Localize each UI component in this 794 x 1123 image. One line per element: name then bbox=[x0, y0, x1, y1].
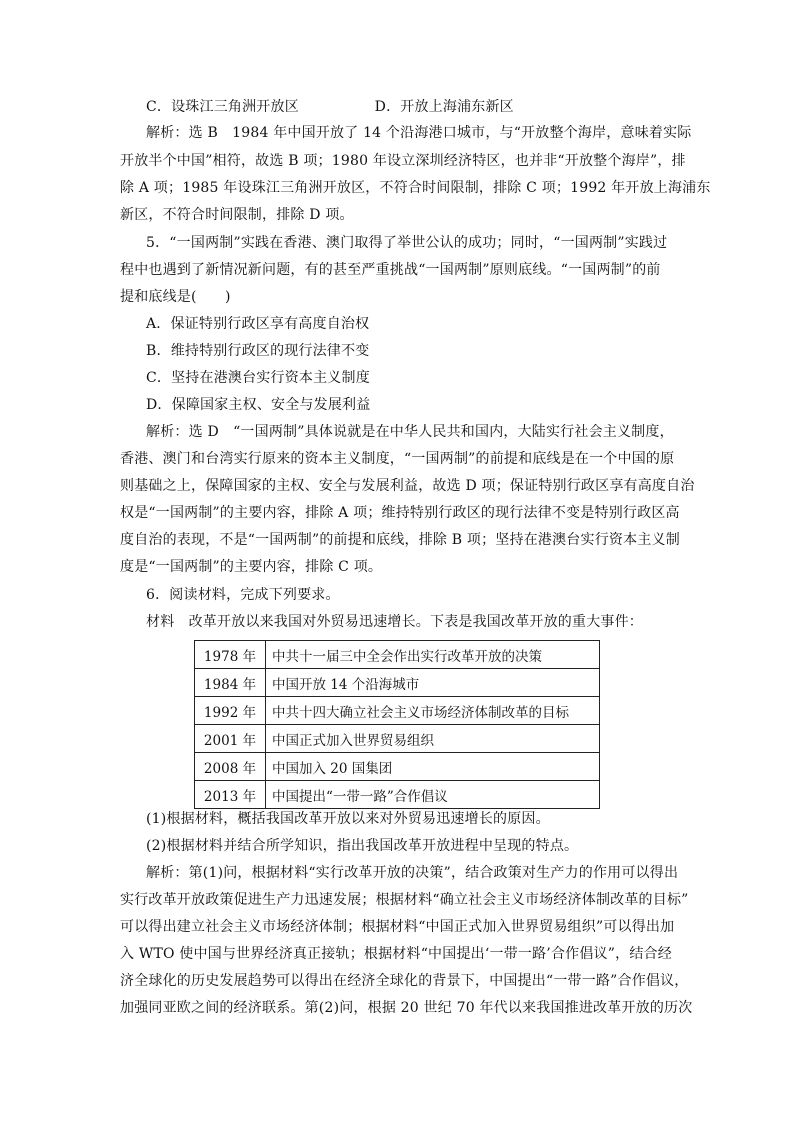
q5-stem-line-2: 程中也遇到了新情况新问题，有的甚至严重挑战“一国两制”原则底线。“一国两制”的前 bbox=[120, 262, 661, 278]
q6-sub-question-1: (1)根据材料，概括我国改革开放以来对外贸易迅速增长的原因。 bbox=[146, 811, 550, 827]
table-cell-event: 中国加入 20 国集团 bbox=[266, 753, 600, 781]
q6-analysis-line-3: 可以得出建立社会主义市场经济体制；根据材料“中国正式加入世界贸易组织”可以得出加 bbox=[120, 919, 675, 935]
q5-analysis-line-5: 度自治的表现，不是“一国两制”的前提和底线，排除 B 项；坚持在港澳台实行资本主义制 bbox=[120, 532, 680, 548]
q5-option-b: B．维持特别行政区的现行法律不变 bbox=[146, 343, 370, 359]
table-cell-year: 2008 年 bbox=[195, 753, 266, 781]
q4-analysis-line-1: 解析：选 B 1984 年中国开放了 14 个沿海港口城市，与“开放整个海岸，意味着实际 bbox=[146, 125, 692, 141]
q6-analysis-line-5: 济全球化的历史发展趋势可以得出在经济全球化的背景下，中国提出“一带一路”合作倡议， bbox=[120, 973, 689, 989]
q6-material-intro: 材料 改革开放以来我国对外贸易迅速增长。下表是我国改革开放的重大事件： bbox=[146, 614, 643, 630]
q4-option-d: D．开放上海浦东新区 bbox=[374, 99, 514, 115]
table-cell-event: 中国开放 14 个沿海城市 bbox=[266, 669, 600, 697]
table-cell-year: 2013 年 bbox=[195, 781, 266, 809]
table-cell-event: 中共十一届三中全会作出实行改革开放的决策 bbox=[266, 641, 600, 669]
table-cell-event: 中共十四大确立社会主义市场经济体制改革的目标 bbox=[266, 697, 600, 725]
table-row bbox=[195, 781, 600, 809]
q4-options-cd bbox=[146, 96, 514, 118]
table-row bbox=[195, 697, 600, 725]
q5-analysis-line-2: 香港、澳门和台湾实行原来的资本主义制度，“一国两制”的前提和底线是在一个中国的原 bbox=[120, 451, 675, 467]
q5-stem-line-1: 5．“一国两制”实践在香港、澳门取得了举世公认的成功；同时，“一国两制”实践过 bbox=[146, 235, 668, 251]
table-row bbox=[195, 669, 600, 697]
table-cell-year: 1984 年 bbox=[195, 669, 266, 697]
q4-analysis-line-2: 开放半个中国”相符，故选 B 项；1980 年设立深圳经济特区，也并非“开放整个海岸”，排 bbox=[120, 153, 686, 169]
q5-option-a: A．保证特别行政区享有高度自治权 bbox=[146, 316, 370, 332]
q4-analysis-line-3: 除 A 项；1985 年设珠江三角洲开放区，不符合时间限制，排除 C 项；1992 年开放上海浦东 bbox=[120, 180, 711, 196]
q5-option-c: C．坚持在港澳台实行资本主义制度 bbox=[146, 370, 370, 386]
q5-analysis-line-1: 解析：选 D “一国两制”具体说就是在中华人民共和国内，大陆实行社会主义制度， bbox=[146, 424, 674, 440]
table-cell-year: 1992 年 bbox=[195, 697, 266, 725]
reform-events-table bbox=[194, 640, 600, 809]
q5-analysis-line-3: 则基础之上，保障国家的主权、安全与发展利益，故选 D 项；保证特别行政区享有高度自治 bbox=[120, 478, 695, 494]
q4-option-c: C．设珠江三角洲开放区 bbox=[146, 99, 299, 115]
q5-analysis-line-6: 度是“一国两制”的主要内容，排除 C 项。 bbox=[120, 559, 383, 575]
q6-sub-question-2: (2)根据材料并结合所学知识，指出我国改革开放进程中呈现的特点。 bbox=[146, 838, 579, 854]
table-row bbox=[195, 753, 600, 781]
q6-analysis-line-2: 实行改革开放政策促进生产力迅速发展；根据材料“确立社会主义市场经济体制改革的目标” bbox=[120, 892, 689, 908]
q6-analysis-line-1: 解析：第(1)问，根据材料“实行改革开放的决策”，结合政策对生产力的作用可以得出 bbox=[146, 865, 679, 881]
table-cell-event: 中国正式加入世界贸易组织 bbox=[266, 725, 600, 753]
q4-analysis-line-4: 新区，不符合时间限制，排除 D 项。 bbox=[120, 207, 354, 223]
table-cell-year: 1978 年 bbox=[195, 641, 266, 669]
q5-stem-line-3: 提和底线是( ) bbox=[120, 289, 231, 305]
table-cell-event: 中国提出“一带一路”合作倡议 bbox=[266, 781, 600, 809]
table-row bbox=[195, 725, 600, 753]
table-cell-year: 2001 年 bbox=[195, 725, 266, 753]
q6-analysis-line-4: 入 WTO 使中国与世界经济真正接轨；根据材料“中国提出‘一带一路’合作倡议”，结合经 bbox=[120, 946, 672, 962]
q6-analysis-line-6: 加强同亚欧之间的经济联系。第(2)问，根据 20 世纪 70 年代以来我国推进改革开放的历次 bbox=[120, 1000, 693, 1016]
q5-analysis-line-4: 权是“一国两制”的主要内容，排除 A 项；维持特别行政区的现行法律不变是特别行政区高 bbox=[120, 505, 680, 521]
q6-stem: 6．阅读材料，完成下列要求。 bbox=[146, 587, 340, 603]
table-row bbox=[195, 641, 600, 669]
q5-option-d: D．保障国家主权、安全与发展利益 bbox=[146, 397, 371, 413]
